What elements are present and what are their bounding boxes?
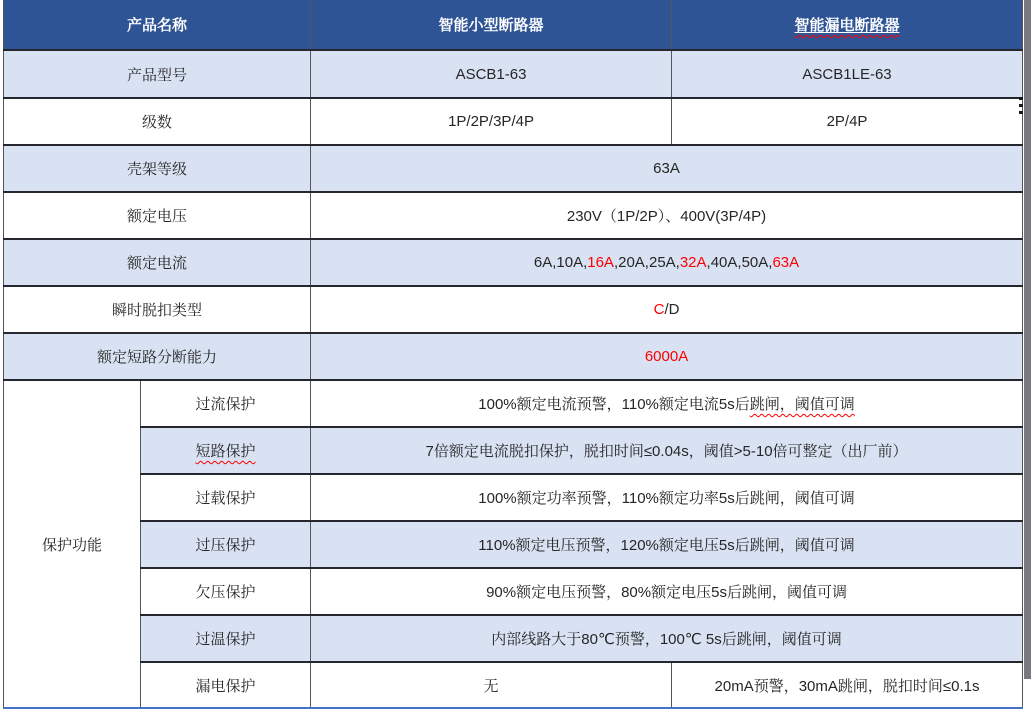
undervoltage-label: 欠压保护 [141,568,311,615]
current-label: 额定电流 [4,239,311,286]
row-overcurrent-protection [4,380,1023,427]
overcurrent-label: 过流保护 [141,380,311,427]
leakage-label: 漏电保护 [141,662,311,708]
model-value-a: ASCB1-63 [311,50,672,98]
row-shortcircuit-protection [4,427,1023,474]
row-overvoltage-protection [4,521,1023,568]
breaking-capacity-value: 6000A [311,333,1023,380]
overvoltage-desc: 110%额定电压预警，120%额定电压5s后跳闸，阈值可调 [311,521,1023,568]
shortcircuit-desc: 7倍额定电流脱扣保护，脱扣时间≤0.04s，阈值>5-10倍可整定（出厂前） [311,427,1023,474]
voltage-value: 230V（1P/2P）、400V(3P/4P) [311,192,1023,239]
frame-value: 63A [311,145,1023,192]
row-current [4,239,1023,286]
breaking-capacity-label: 额定短路分断能力 [4,333,311,380]
leakage-value-a: 无 [311,662,672,708]
poles-value-a: 1P/2P/3P/4P [311,98,672,145]
spellcheck-wavy-underline: 跳闸，阈值可调 [749,396,855,413]
row-poles [4,98,1023,145]
header-cell-product-name: 产品名称 [4,0,311,50]
overtemperature-label: 过温保护 [141,615,311,662]
overvoltage-label: 过压保护 [141,521,311,568]
current-value: 6A,10A,16A,20A,25A,32A,40A,50A,63A [311,239,1023,286]
header-row [4,0,1023,50]
frame-label: 壳架等级 [4,145,311,192]
trip-type-value: C/D [311,286,1023,333]
row-overload-protection [4,474,1023,521]
leakage-value-b: 20mA预警，30mA跳闸，脱扣时间≤0.1s [672,662,1023,708]
overtemperature-desc: 内部线路大于80℃预警，100℃ 5s后跳闸，阈值可调 [311,615,1023,662]
model-value-b: ASCB1LE-63 [672,50,1023,98]
row-model [4,50,1023,98]
row-voltage [4,192,1023,239]
header-cell-product-a: 智能小型断路器 [311,0,672,50]
poles-label: 级数 [4,98,311,145]
spellcheck-wavy-underline: 短路保护 [195,443,256,460]
row-frame [4,145,1023,192]
row-leakage-protection [4,662,1023,708]
spellcheck-wavy-underline: 智能漏电断路器 [794,17,900,34]
undervoltage-desc: 90%额定电压预警，80%额定电压5s后跳闸，阈值可调 [311,568,1023,615]
overcurrent-desc: 100%额定电流预警，110%额定电流5s后跳闸，阈值可调 [311,380,1023,427]
product-spec-table [3,0,1023,709]
trip-type-label: 瞬时脱扣类型 [4,286,311,333]
voltage-label: 额定电压 [4,192,311,239]
model-label: 产品型号 [4,50,311,98]
row-undervoltage-protection [4,568,1023,615]
poles-value-b: 2P/4P [672,98,1023,145]
shortcircuit-label [141,427,311,474]
row-overtemperature-protection [4,615,1023,662]
row-trip-type [4,286,1023,333]
cutoff-annotation-marks [1019,97,1023,118]
overload-label: 过载保护 [141,474,311,521]
overload-desc: 100%额定功率预警，110%额定功率5s后跳闸，阈值可调 [311,474,1023,521]
header-cell-product-b [672,0,1023,50]
row-breaking-capacity [4,333,1023,380]
right-edge-strip [1024,0,1031,679]
protection-group-label: 保护功能 [4,380,141,708]
